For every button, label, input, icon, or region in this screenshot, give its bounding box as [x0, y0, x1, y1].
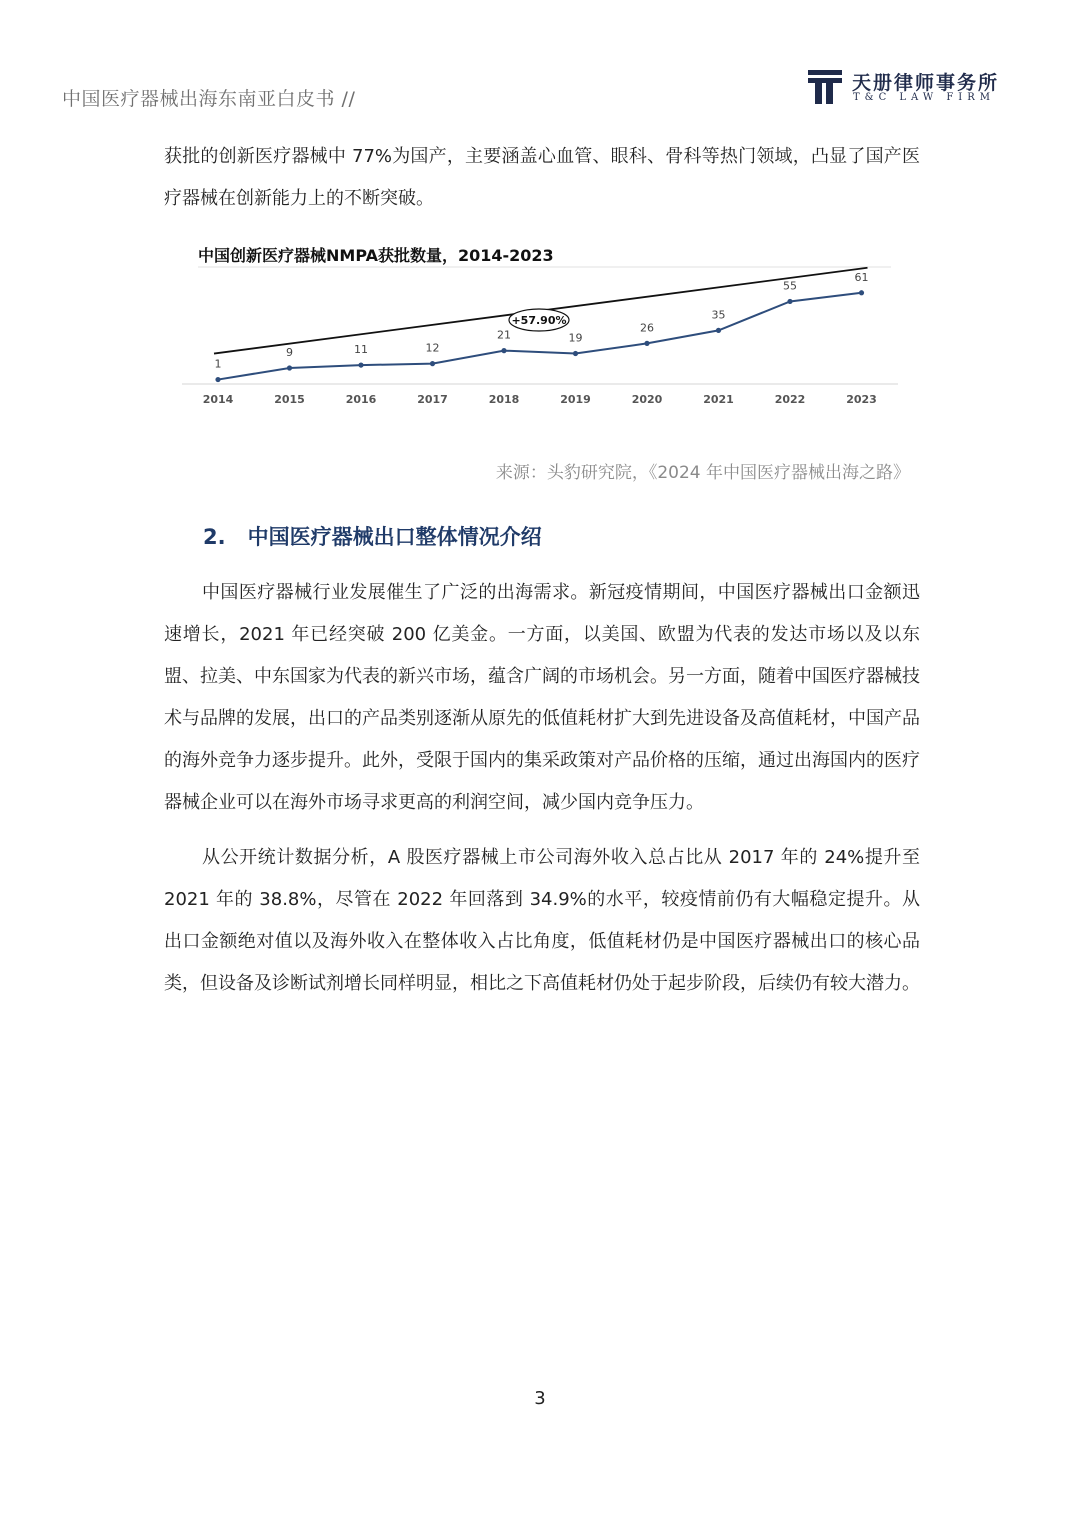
x-tick-label: 2019 [560, 393, 591, 406]
data-point [716, 328, 721, 333]
approval-chart-svg [176, 240, 906, 415]
data-label: 11 [354, 343, 368, 357]
data-label: 26 [640, 321, 654, 335]
firm-name-cn: 天册律师事务所 [852, 72, 1000, 94]
data-label: 19 [568, 331, 583, 345]
x-tick-label: 2021 [703, 393, 734, 406]
approval-chart [176, 240, 906, 415]
x-tick-label: 2022 [774, 393, 806, 406]
growth-annotation: +57.90% [511, 314, 567, 327]
body-paragraph-1: 中国医疗器械行业发展催生了广泛的出海需求。新冠疫情期间，中国医疗器械出口金额迅速增长，2021 年已经突破 200 亿美金。一方面，以美国、欧盟为代表的发达市场以及以东盟、拉美、中东国家为代表的新兴市场，蕴含广阔的市场机会。另一方面，随着中国医疗器械技术与品牌的发展，出口的产品类别逐渐从原先的低值耗材扩大到先进设备及高值耗材，中国产品的海外竞争力逐步提升。此外，受限于国内的集采政策对产品价格的压缩，通过出海国内的医疗器械企业可以在海外市场寻求更高的利润空间，减少国内竞争压力。 [164, 582, 920, 813]
x-tick-label: 2015 [274, 393, 305, 406]
x-tick-label: 2016 [345, 393, 377, 406]
data-point [787, 299, 792, 304]
x-tick-label: 2017 [417, 393, 448, 406]
section-title: 中国医疗器械出口整体情况介绍 [247, 525, 542, 549]
data-label: 55 [783, 279, 797, 293]
data-point [215, 377, 220, 382]
data-point [644, 341, 649, 346]
data-label: 61 [854, 270, 869, 284]
x-tick-label: 2014 [202, 393, 234, 406]
page-number: 3 [534, 1388, 546, 1409]
section-heading [203, 521, 542, 551]
firm-logo [808, 68, 1018, 108]
firm-logo-icon [808, 70, 842, 104]
data-label: 12 [425, 341, 440, 355]
data-point [573, 351, 578, 356]
series-line [218, 293, 862, 380]
data-point [859, 290, 864, 295]
x-tick-label: 2023 [846, 393, 877, 406]
header-title: 中国医疗器械出海东南亚白皮书 // [62, 88, 356, 110]
data-label: 21 [497, 328, 511, 342]
intro-paragraph: 获批的创新医疗器械中 77%为国产，主要涵盖心血管、眼科、骨科等热门领域，凸显了国产医疗器械在创新能力上的不断突破。 [164, 146, 920, 209]
data-point [501, 348, 506, 353]
data-label: 35 [711, 308, 726, 322]
body-paragraph-2: 从公开统计数据分析，A 股医疗器械上市公司海外收入总占比从 2017 年的 24%提升至 2021 年的 38.8%，尽管在 2022 年回落到 34.9%的水平，较疫情前仍有大幅稳定提升。从出口金额绝对值以及海外收入在整体收入占比角度，低值耗材仍是中国医疗器械出口的核心品类，但设备及诊断试剂增长同样明显，相比之下高值耗材仍处于起步阶段，后续仍有较大潜力。 [164, 847, 920, 994]
data-point [287, 365, 292, 370]
data-label: 1 [214, 357, 222, 371]
chart-title: 中国创新医疗器械NMPA获批数量，2014-2023 [198, 246, 554, 265]
chart-source: 来源：头豹研究院，《2024 年中国医疗器械出海之路》 [495, 463, 910, 483]
section-number: 2. [203, 525, 226, 549]
data-point [430, 361, 435, 366]
data-label: 9 [286, 345, 293, 359]
x-tick-label: 2020 [631, 393, 663, 406]
x-tick-label: 2018 [488, 393, 520, 406]
firm-name-en: T&C LAW FIRM [853, 92, 995, 103]
data-point [358, 362, 363, 367]
